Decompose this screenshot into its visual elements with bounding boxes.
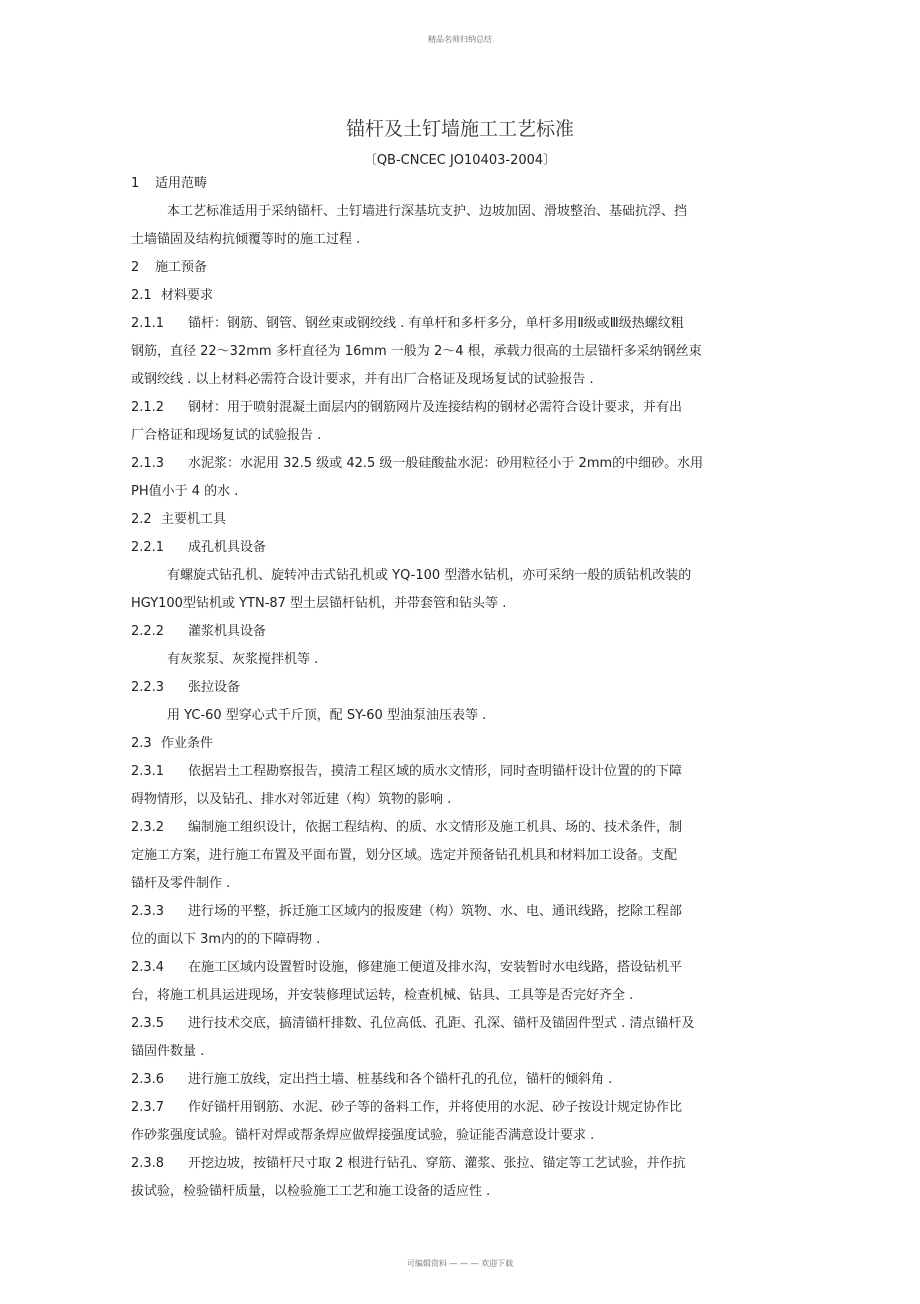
section-heading: 2 施工预备	[131, 260, 208, 275]
paragraph-line: 锚杆及零件制作 .	[131, 876, 231, 891]
paragraph-line: 拔试验，检验锚杆质量，以检验施工工艺和施工设备的适应性 .	[131, 1184, 491, 1199]
subsection-heading: 2.3 作业条件	[131, 736, 214, 751]
clause-line: 2.3.6 进行施工放线，定出挡土墙、桩基线和各个锚杆孔的孔位，锚杆的倾斜角 .	[131, 1072, 613, 1087]
paragraph-line: 定施工方案，进行施工布置及平面布置，划分区域。选定并预备钻孔机具和材料加工设备。支配	[131, 848, 678, 863]
section-heading: 1 适用范畴	[131, 176, 208, 191]
paragraph-line: 有螺旋式钻孔机、旋转冲击式钻孔机或 YQ-100 型潜水钻机，亦可采纳一般的质钻机改装的	[167, 568, 692, 583]
clause-line: 2.3.4 在施工区域内设置暂时设施，修建施工便道及排水沟，安装暂时水电线路，搭设钻机平	[131, 960, 683, 975]
clause-line: 2.1.2 钢材：用于喷射混凝土面层内的钢筋网片及连接结构的钢材必需符合设计要求，并有出	[131, 400, 683, 415]
paragraph-line: 位的面以下 3m内的的下障碍物 .	[131, 932, 321, 947]
paragraph-line: 碍物情形，以及钻孔、排水对邻近建（构）筑物的影响 .	[131, 792, 452, 807]
subsection-heading: 2.1 材料要求	[131, 288, 214, 303]
paragraph-line: PH值小于 4 的水 .	[131, 484, 239, 499]
clause-heading: 2.2.2 灌浆机具设备	[131, 624, 267, 639]
paragraph-line: 有灰浆泵、灰浆搅拌机等 .	[167, 652, 319, 667]
clause-line: 2.3.3 进行场的平整，拆迁施工区域内的报废建（构）筑物、水、电、通讯线路，挖除工程部	[131, 904, 683, 919]
clause-heading: 2.2.1 成孔机具设备	[131, 540, 267, 555]
page-header: 精品名师归纳总结	[428, 35, 492, 44]
paragraph-line: 土墙锚固及结构抗倾覆等时的施工过程 .	[131, 232, 361, 247]
clause-line: 2.3.1 依据岩土工程勘察报告，摸清工程区域的质水文情形，同时查明锚杆设计位置的的下障	[131, 764, 683, 779]
clause-line: 2.3.7 作好锚杆用钢筋、水泥、砂子等的备料工作，并将使用的水泥、砂子按设计规定协作比	[131, 1100, 683, 1115]
paragraph-line: 台，将施工机具运进现场，并安装修理试运转，检查机械、钻具、工具等是否完好齐全 .	[131, 988, 634, 1003]
paragraph-line: 锚固件数量 .	[131, 1044, 205, 1059]
clause-line: 2.3.2 编制施工组织设计，依据工程结构、的质、水文情形及施工机具、场的、技术条件，制	[131, 820, 683, 835]
paragraph-line: 或钢绞线 . 以上材料必需符合设计要求，并有出厂合格证及现场复试的试验报告 .	[131, 372, 594, 387]
page-footer: 可编辑资料 — — — 欢迎下载	[406, 1259, 514, 1268]
clause-line: 2.3.8 开挖边坡，按锚杆尺寸取 2 根进行钻孔、穿筋、灌浆、张拉、锚定等工艺试验，并作抗	[131, 1156, 686, 1171]
standard-code: 〔QB-CNCEC JO10403-2004〕	[363, 153, 557, 168]
paragraph-line: HGY100型钻机或 YTN-87 型土层锚杆钻机，并带套管和钻头等 .	[131, 596, 507, 611]
subsection-heading: 2.2 主要机工具	[131, 512, 227, 527]
paragraph-line: 厂合格证和现场复试的试验报告 .	[131, 428, 322, 443]
clause-line: 2.1.1 锚杆：钢筋、钢管、钢丝束或钢绞线 . 有单杆和多杆多分，单杆多用Ⅱ级或Ⅲ级热螺纹粗	[131, 316, 684, 331]
clause-heading: 2.2.3 张拉设备	[131, 680, 241, 695]
paragraph-line: 钢筋，直径 22～32mm 多杆直径为 16mm 一般为 2～4 根，承载力很高的土层锚杆多采纳钢丝束	[131, 344, 702, 359]
paragraph-line: 作砂浆强度试验。锚杆对焊或帮条焊应做焊接强度试验，验证能否满意设计要求 .	[131, 1128, 595, 1143]
clause-line: 2.1.3 水泥浆：水泥用 32.5 级或 42.5 级一般硅酸盐水泥：砂用粒径小于 2mm的中细砂。水用	[131, 456, 704, 471]
paragraph-line: 用 YC-60 型穿心式千斤顶，配 SY-60 型油泵油压表等 .	[167, 708, 487, 723]
clause-line: 2.3.5 进行技术交底，搞清锚杆排数、孔位高低、孔距、孔深、锚杆及锚固件型式 . 清点锚杆及	[131, 1016, 695, 1031]
paragraph-line: 本工艺标准适用于采纳锚杆、土钉墙进行深基坑支护、边坡加固、滑坡整治、基础抗浮、挡	[167, 204, 688, 219]
document-title: 锚杆及土钉墙施工工艺标准	[345, 118, 574, 140]
